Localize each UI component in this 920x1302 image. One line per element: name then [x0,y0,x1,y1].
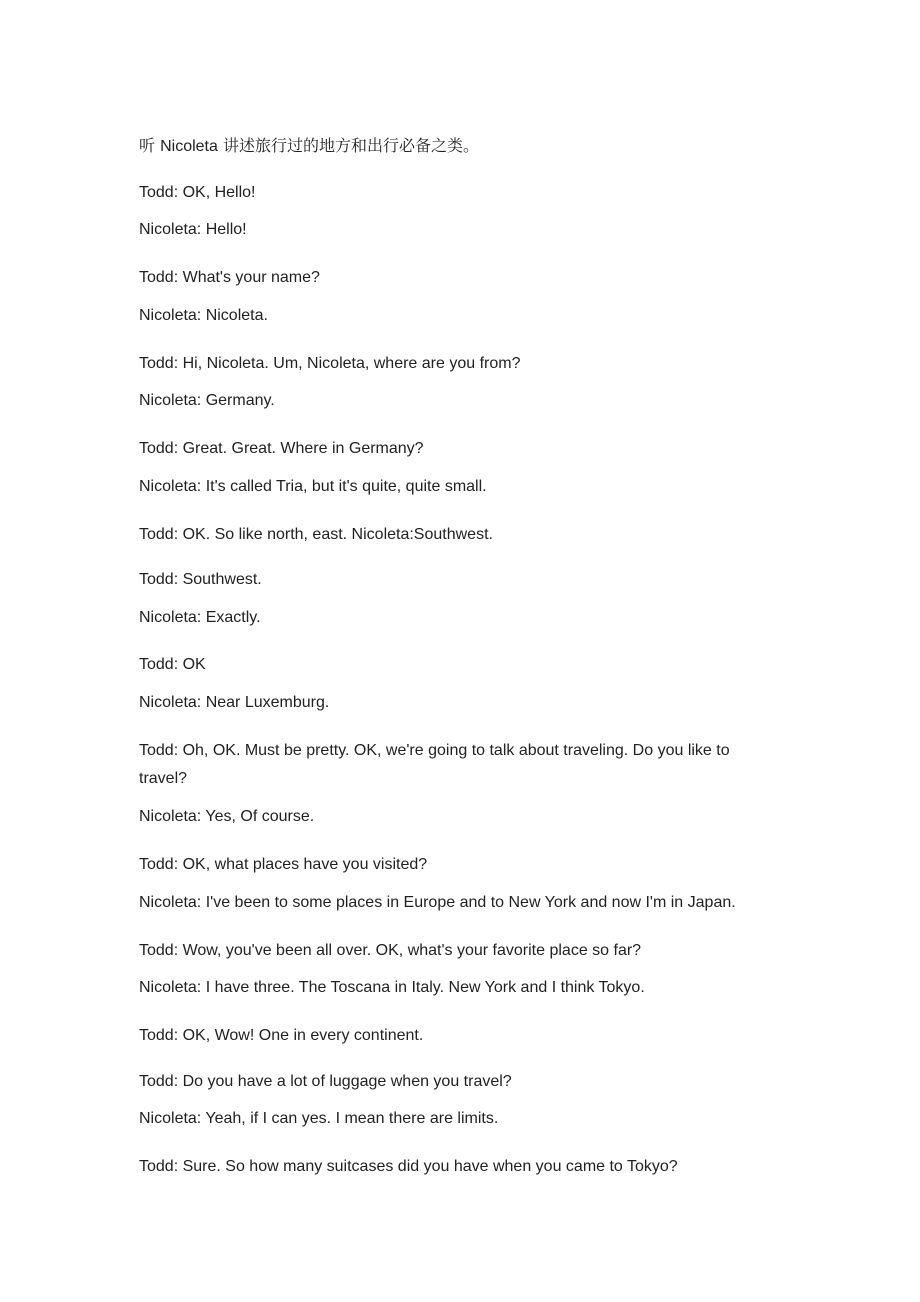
dialogue-line: Todd: OK, Hello! [139,184,256,201]
dialogue-line: Todd: Great. Great. Where in Germany? [139,440,424,457]
dialogue-line: Todd: OK, what places have you visited? [139,856,428,873]
dialogue-line: Nicoleta: Nicoleta. [139,307,268,324]
intro-line [139,132,779,161]
dialogue-line: Todd: OK, Wow! One in every continent. [139,1027,424,1044]
dialogue-line: Nicoleta: Germany. [139,392,275,409]
dialogue-line: Todd: Do you have a lot of luggage when you travel? [139,1073,512,1090]
dialogue-line: Nicoleta: It's called Tria, but it's quite, quite small. [139,478,487,495]
dialogue-line: Nicoleta: Near Luxemburg. [139,694,330,711]
dialogue-line: Todd: OK. So like north, east. Nicoleta:Southwest. [139,526,493,543]
dialogue-line: Nicoleta: Yeah, if I can yes. I mean there are limits. [139,1110,499,1127]
dialogue-line: Nicoleta: I have three. The Toscana in Italy. New York and I think Tokyo. [139,979,645,996]
dialogue-line: Nicoleta: I've been to some places in Europe and to New York and now I'm in Japan. [139,894,736,911]
dialogue-line: Todd: Oh, OK. Must be pretty. OK, we're going to talk about traveling. Do you like to travel? [139,742,730,787]
dialogue-line: Todd: Southwest. [139,571,262,588]
intro-prefix: 听 [139,136,161,155]
dialogue-line: Todd: Sure. So how many suitcases did you have when you came to Tokyo? [139,1158,678,1175]
dialogue-line: Todd: Wow, you've been all over. OK, what's your favorite place so far? [139,942,642,959]
intro-suffix: 讲述旅行过的地方和出行必备之类。 [217,136,479,155]
dialogue-line: Todd: Hi, Nicoleta. Um, Nicoleta, where are you from? [139,355,521,372]
dialogue-line: Nicoleta: Hello! [139,221,247,238]
dialogue-line: Todd: What's your name? [139,269,320,286]
dialogue-line: Nicoleta: Exactly. [139,609,261,626]
dialogue-line: Nicoleta: Yes, Of course. [139,808,315,825]
dialogue-line: Todd: OK [139,656,206,673]
intro-name: Nicoleta [160,138,218,155]
